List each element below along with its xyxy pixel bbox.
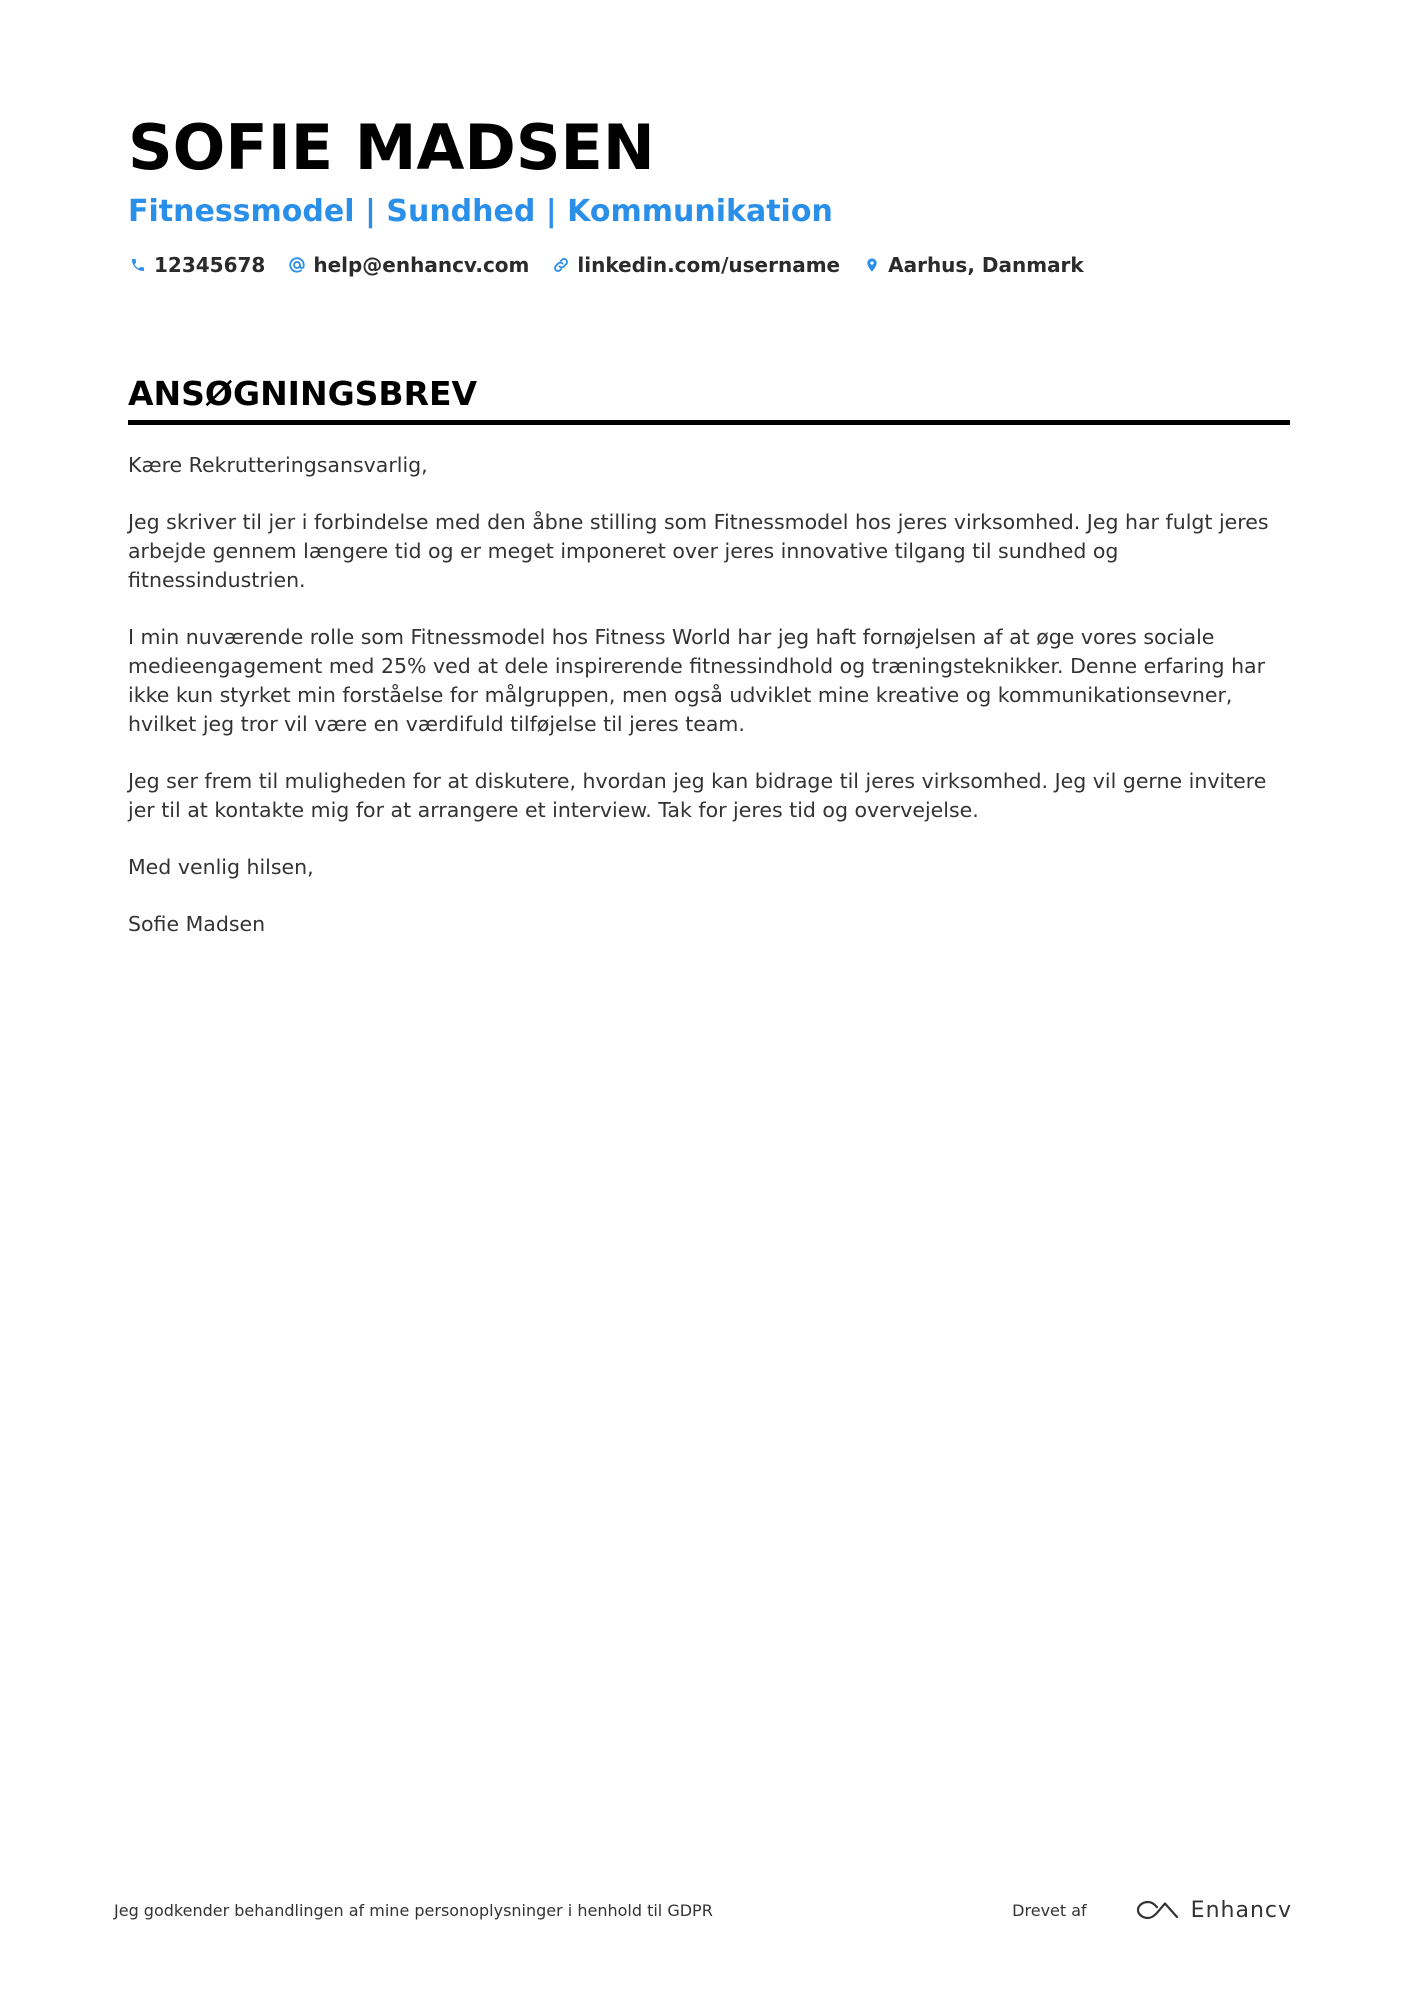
contact-location-text: Aarhus, Danmark: [888, 253, 1084, 277]
contact-phone: [128, 253, 265, 277]
letter-signature: Sofie Madsen: [128, 912, 266, 936]
contact-bar: [128, 250, 1290, 280]
gdpr-consent-text: Jeg godkender behandlingen af mine personoplysninger i henhold til GDPR: [114, 1900, 713, 1920]
contact-email[interactable]: [287, 253, 529, 277]
enhancv-logo[interactable]: [1135, 1898, 1292, 1923]
letter-greeting: Kære Rekrutteringsansvarlig,: [128, 453, 428, 477]
contact-linkedin[interactable]: [551, 253, 840, 277]
contact-linkedin-text[interactable]: linkedin.com/username: [577, 253, 841, 277]
link-icon: [551, 255, 571, 275]
phone-icon: [128, 255, 148, 275]
letter-paragraph: Jeg ser frem til muligheden for at diskutere, hvordan jeg kan bidrage til jeres virksomhed. Jeg vil gerne invitere jer til at kontakte mig for at arrangere et interview. Tak for jeres tid og overvejelse.: [128, 769, 1267, 822]
powered-by-label: Drevet af: [1012, 1900, 1087, 1920]
applicant-name: SOFIE MADSEN: [128, 111, 655, 184]
letter-paragraph: Jeg skriver til jer i forbindelse med den åbne stilling som Fitnessmodel hos jeres virksomhed. Jeg har fulgt jeres arbejde gennem længere tid og er meget imponeret over jeres innovative tilgang til sundhed og fitnessindustrien.: [128, 510, 1269, 592]
letter-paragraph: I min nuværende rolle som Fitnessmodel hos Fitness World har jeg haft fornøjelsen af at øge vores sociale medieengagement med 25% ved at dele inspirerende fitnessindhold og træningsteknikker. Denne erfaring har ikke kun styrket min forståelse for målgruppen, men også udviklet mine kreative og kommunikationsevner, hvilket jeg tror vil være en værdifuld tilføjelse til jeres team.: [128, 625, 1266, 736]
contact-email-text[interactable]: help@enhancv.com: [313, 253, 530, 277]
letter-body: [128, 451, 1290, 939]
section-title: ANSØGNINGSBREV: [128, 374, 1290, 425]
letter-closing: Med venlig hilsen,: [128, 855, 314, 879]
at-icon: [287, 255, 307, 275]
location-pin-icon: [862, 255, 882, 275]
cover-letter-page: [128, 112, 1290, 967]
contact-location: [862, 253, 1084, 277]
applicant-headline: Fitnessmodel | Sundhed | Kommunikation: [128, 194, 833, 229]
enhancv-logo-icon: [1135, 1898, 1181, 1922]
brand-credit: [1012, 1898, 1292, 1923]
contact-phone-text: 12345678: [154, 253, 266, 277]
enhancv-logo-text: Enhancv: [1190, 1897, 1292, 1923]
page-footer: [114, 1890, 1292, 1930]
